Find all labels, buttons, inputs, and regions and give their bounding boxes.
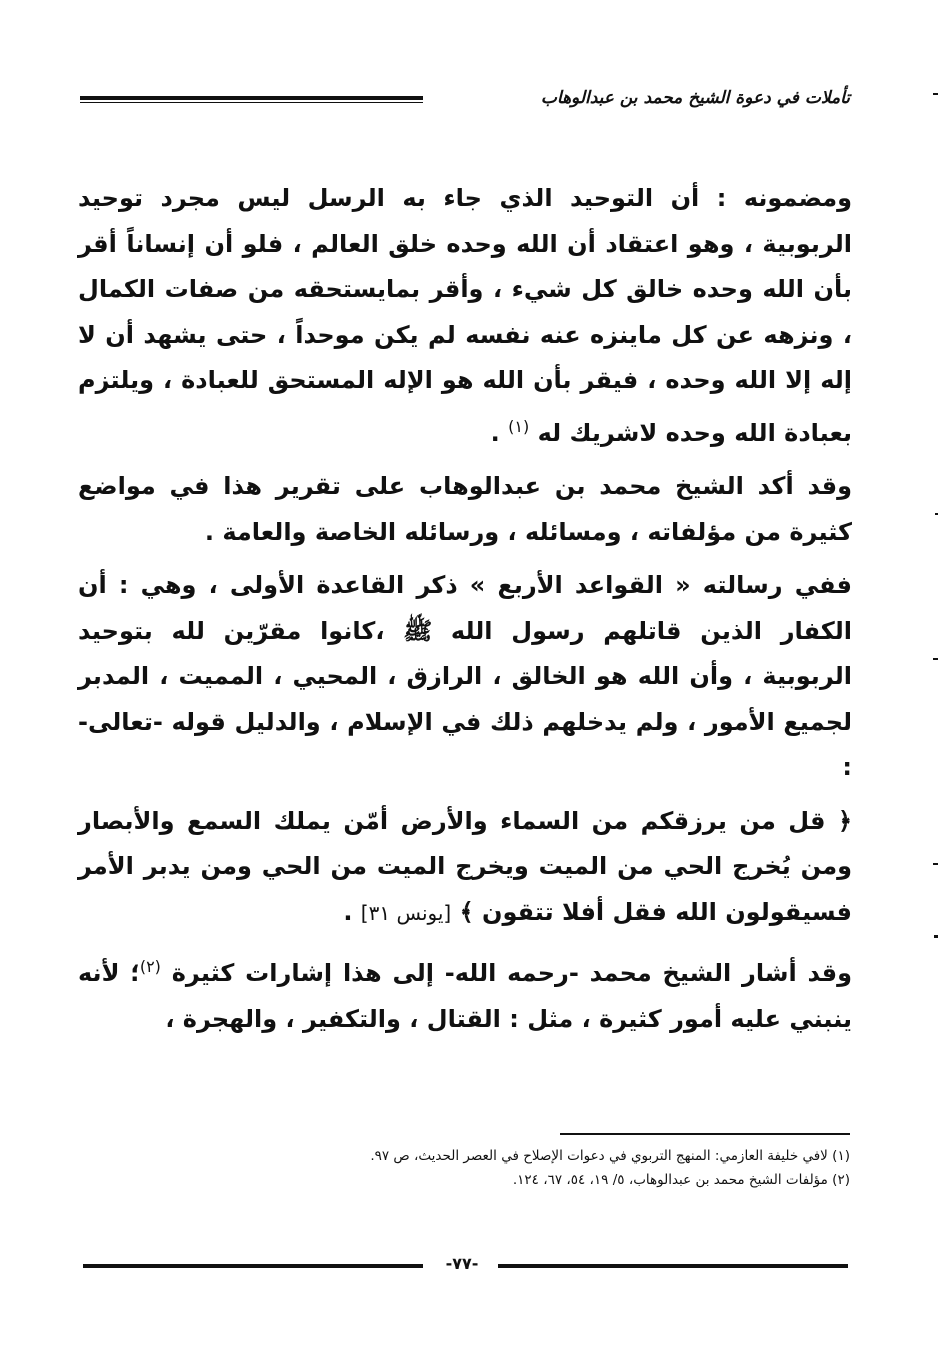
- page-number: -٧٧-: [445, 1254, 479, 1273]
- page-footer: [83, 1254, 848, 1278]
- footnote-2: (٢) مؤلفات الشيخ محمد بن عبدالوهاب، ٥/ ١٩، ٥٤، ٦٧، ١٢٤.: [512, 1172, 850, 1188]
- header-rule: [80, 96, 423, 100]
- running-header: [80, 82, 850, 122]
- scan-edge-mark: [933, 93, 938, 95]
- footer-rule-left: [83, 1264, 423, 1268]
- verse-close-bracket: ﴾: [459, 897, 474, 926]
- verse-reference: [يونس ٣١]: [360, 900, 452, 925]
- paragraph-1-text: ومضمونه : أن التوحيد الذي جاء به الرسل ليس مجرد توحيد الربوبية ، وهو اعتقاد أن الله وحده خلق العالم ، فلو أن إنساناً أقر بأن الله وحده خالق كل شيء ، وأقر بمايستحقه من صفات الكمال ، ونزهه عن كل ماينزه عنه نفسه لم يكن موحداً ، حتى يشهد أن لا إله إلا الله وحده ، فيقر بأن الله هو الإله المستحق للعبادة ، ويلتزم بعبادة الله وحده لاشريك له: [78, 184, 852, 447]
- footnote-marker-1: (١): [508, 416, 530, 436]
- paragraph-3: [78, 563, 852, 791]
- paragraph-5-text: وقد أشار الشيخ محمد -رحمه الله- إلى هذا إشارات كثيرة: [171, 959, 853, 987]
- quran-verse: [78, 799, 852, 937]
- scan-edge-mark: [934, 935, 938, 938]
- footnote-separator: [560, 1133, 850, 1135]
- scan-edge-mark: [933, 863, 938, 865]
- body-text: [78, 176, 852, 1050]
- paragraph-5-rest: ؛ لأنه ينبني عليه أمور كثيرة ، مثل : القتال ، والتكفير ، والهجرة ،: [78, 959, 852, 1033]
- paragraph-2: [78, 464, 852, 555]
- paragraph-1-end: .: [490, 418, 500, 447]
- running-title: تأملات في دعوة الشيخ محمد بن عبدالوهاب: [540, 88, 850, 108]
- paragraph-2-text: وقد أكد الشيخ محمد بن عبدالوهاب على تقرير هذا في مواضع كثيرة من مؤلفاته ، ومسائله ، ورسائله الخاصة والعامة .: [78, 472, 852, 546]
- paragraph-5: [78, 944, 852, 1042]
- header-rule-thin: [80, 102, 423, 103]
- verse-open-bracket: ﴿: [837, 806, 852, 835]
- footnote-marker-2: (٢): [139, 957, 161, 976]
- paragraph-3-text: ففي رسالته « القواعد الأربع » ذكر القاعدة الأولى ، وهي : أن الكفار الذين قاتلهم رسول الله ﷺ ،كانوا مقرّين لله بتوحيد الربوبية ، وأن الله هو الخالق ، الرازق ، المحيي ، المميت ، المدبر لجميع الأمور ، ولم يدخلهم ذلك في الإسلام ، والدليل قوله -تعالى- :: [78, 571, 852, 781]
- footnotes: [300, 1144, 850, 1192]
- verse-end: .: [343, 897, 353, 926]
- verse-text: قل من يرزقكم من السماء والأرض أمّن يملك السمع والأبصار ومن يُخرج الحي من الميت ويخرج الميت من الحي ومن يدبر الأمر فسيقولون الله فقل أفلا تتقون: [78, 806, 852, 926]
- scan-edge-mark: [933, 658, 938, 660]
- footer-rule-right: [498, 1264, 848, 1268]
- footnote-1: (١) لافي خليفة العازمي: المنهج التربوي في دعوات الإصلاح في العصر الحديث، ص ٩٧.: [370, 1148, 850, 1164]
- paragraph-1: [78, 176, 852, 456]
